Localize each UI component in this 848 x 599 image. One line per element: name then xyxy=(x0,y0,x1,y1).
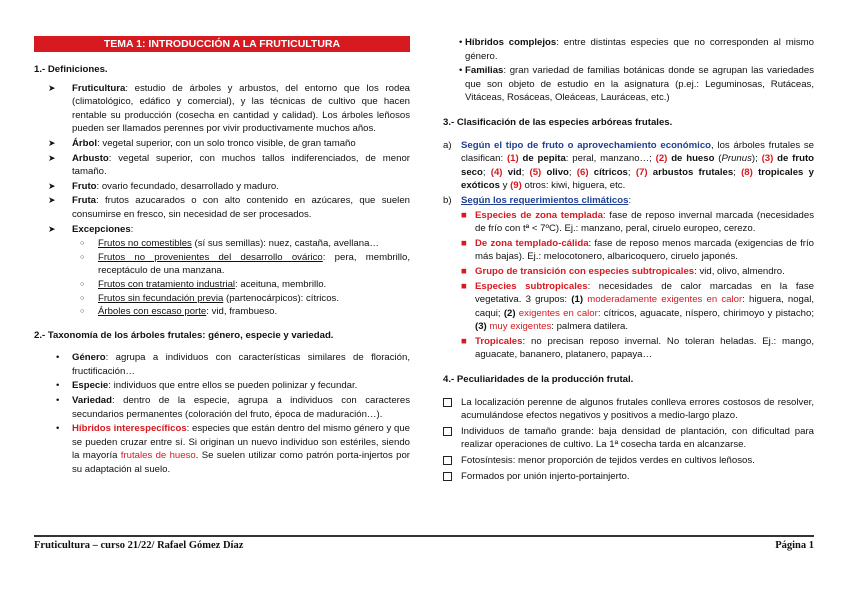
arrow-bullet-icon: ➤ xyxy=(48,180,56,191)
dot-bullet-icon: • xyxy=(459,37,463,48)
dot-bullet-icon: ■ xyxy=(461,209,467,221)
list-item: Fotosíntesis: menor proporción de tejidos verdes en cultivos leñosos. xyxy=(443,454,814,468)
list-item: a) Según el tipo de fruto o aprovechamiento económico, los árboles frutales se clasifican: (1) de pepita: peral, manzano…; (2) de hueso (Prunus); (3) de fruto seco; (4) vid; (5) olivo; (6) cítricos; (7) arbustos frutales; (8) tropicales y exóticos y (9) otros: kiwi, higuera, etc. xyxy=(443,139,814,192)
list-item: Individuos de tamaño grande: baja densidad de plantación, con dificultad para realizar operaciones de cultivo. La 1ª cosecha tarda en alcanzarse. xyxy=(443,425,814,452)
section-3-heading: 3.- Clasificación de las especies arbóreas frutales. xyxy=(443,116,673,128)
right-column xyxy=(443,36,814,485)
list-item: ■ Especies subtropicales: necesidades de calor marcadas en la fase vegetativa. 3 grupos: (1) moderadamente exigentes en calor: higuera, nogal, caqui; (2) exigentes en calor: cítricos, aguacate, níspero, chirimoyo y pistacho; (3) muy exigentes: palmera datilera. xyxy=(461,280,815,333)
footer-course: Fruticultura – curso 21/22/ Rafael Gómez Díaz xyxy=(34,540,244,551)
dot-bullet-icon: ■ xyxy=(461,237,467,249)
checkbox-icon xyxy=(443,472,452,481)
arrow-bullet-icon: ➤ xyxy=(48,137,56,148)
list-item: b) Según los requerimientos climáticos: xyxy=(443,194,632,206)
dot-bullet-icon: ■ xyxy=(461,265,467,277)
list-item: ➤ Fruto: ovario fecundado, desarrollado y maduro. xyxy=(48,180,279,192)
list-item: Formados por unión injerto-portainjerto. xyxy=(443,470,814,484)
list-item: • Familias: gran variedad de familias botánicas donde se agrupan las variedades que son objeto de estudio en la asignatura (p.ej.: Leguminosas, Rutáceas, Vitáceas, Rosáceas, Oleáceas, Lauráceas, etc.) xyxy=(459,65,814,104)
arrow-bullet-icon: ➤ xyxy=(48,82,56,93)
list-item: ➤ Árbol: vegetal superior, con un solo tronco visible, de gran tamaño xyxy=(48,137,356,149)
dot-bullet-icon: • xyxy=(56,380,60,392)
classification-list xyxy=(443,139,814,208)
list-item: ■ De zona templado-cálida: fase de reposo menos marcada (exigencias de frío más bajas). Ej.: melocotonero, albaricoquero, ciruelo japonés. xyxy=(461,237,815,263)
list-item: ➤ Excepciones: xyxy=(48,223,134,235)
dot-bullet-icon: • xyxy=(459,65,463,77)
list-item: ○ Frutos sin fecundación previa (partenocárpicos): cítricos. xyxy=(80,292,340,304)
list-item: • Híbridos interespecíficos: especies que están dentro del mismo género y que se pueden cruzar entre sí. Si originan un nuevo individuo son estériles, siendo la mayoría frutales de hueso. Se suelen utilizar como patrón porta-injertos por su adaptación al suelo. xyxy=(56,423,410,476)
circle-bullet-icon: ○ xyxy=(80,294,85,302)
definitions-list xyxy=(34,82,410,237)
dot-bullet-icon: ■ xyxy=(461,335,467,347)
list-item: ○ Frutos no provenientes del desarrollo ovárico: pera, membrillo, receptáculo de una manzana. xyxy=(80,251,411,277)
arrow-bullet-icon: ➤ xyxy=(48,223,56,234)
list-item: ○ Frutos con tratamiento industrial: aceituna, membrillo. xyxy=(80,278,327,290)
checkbox-icon xyxy=(443,427,452,436)
dot-bullet-icon: • xyxy=(56,423,60,435)
list-item: • Variedad: dentro de la especie, agrupa a individuos con caracteres secundarios permanentes (coloración del fruto, época de maduración…). xyxy=(56,395,410,420)
taxonomy-list xyxy=(34,351,410,476)
circle-bullet-icon: ○ xyxy=(80,240,85,248)
circle-bullet-icon: ○ xyxy=(80,280,85,288)
list-item: ○ Árboles con escaso porte: vid, frambueso. xyxy=(80,306,278,318)
list-item: ■ Especies de zona templada: fase de reposo invernal marcada (necesidades de frío con tª < 7ºC). Ej.: manzano, peral, ciruelo europeo, cerezo. xyxy=(461,209,814,235)
exceptions-list xyxy=(34,237,410,319)
list-item: • Género: agrupa a individuos con características similares de floración, fructificación… xyxy=(56,352,410,377)
left-column xyxy=(34,36,410,478)
list-item: • Especie: individuos que entre ellos se pueden polinizar y fecundar. xyxy=(56,380,358,392)
arrow-bullet-icon: ➤ xyxy=(48,195,56,206)
list-item: ○ Frutos no comestibles (sí sus semillas): nuez, castaña, avellana… xyxy=(80,238,380,250)
circle-bullet-icon: ○ xyxy=(80,308,85,316)
circle-bullet-icon: ○ xyxy=(80,253,85,261)
list-item: ➤ Fruticultura: estudio de árboles y arbustos, del entorno que los rodea (climatológico, edáfico y comercial), y las técnicas de cultivo que hacen rentable su producción (cosecha en cantidad y calidad). Los árboles leñosos pueden ser llamados perennes por vivir productivamente muchos años. xyxy=(48,82,410,135)
section-1-heading: 1.- Definiciones. xyxy=(34,64,108,75)
dot-bullet-icon: • xyxy=(56,395,60,407)
taxonomy-list-continued xyxy=(443,36,814,105)
section-2-heading: 2.- Taxonomía de los árboles frutales: género, especie y variedad. xyxy=(34,329,334,341)
checkbox-icon xyxy=(443,456,452,465)
list-item: ➤ Fruta: frutos azucarados o con alto contenido en azúcares, que suelen consumirse en fresco, sin necesidad de ser procesados. xyxy=(48,195,410,220)
arrow-bullet-icon: ➤ xyxy=(48,152,56,163)
checkbox-icon xyxy=(443,398,452,407)
list-item: ■ Tropicales: no precisan reposo invernal. No toleran heladas. Ej.: mango, aguacate, bananero, platanero, papaya… xyxy=(461,335,814,361)
section-4-heading: 4.- Peculiaridades de la producción frutal. xyxy=(443,374,634,386)
list-item: ■ Grupo de transición con especies subtropicales: vid, olivo, almendro. xyxy=(461,265,785,277)
page-title: TEMA 1: INTRODUCCIÓN A LA FRUTICULTURA xyxy=(34,36,410,52)
peculiarities-list xyxy=(443,396,814,484)
page-number: Página 1 xyxy=(775,540,814,551)
dot-bullet-icon: ■ xyxy=(461,280,467,292)
climate-list xyxy=(443,209,814,363)
list-item: La localización perenne de algunos frutales conlleva errores costosos de resolver, acumulándose efectos negativos y positivos a medio-largo plazo. xyxy=(443,396,814,423)
list-item: • Híbridos complejos: entre distintas especies que no corresponden al mismo género. xyxy=(459,37,814,62)
list-item: ➤ Arbusto: vegetal superior, con muchos tallos indiferenciados, de menor tamaño. xyxy=(48,152,410,178)
dot-bullet-icon: • xyxy=(56,352,60,364)
page-footer xyxy=(34,535,814,551)
